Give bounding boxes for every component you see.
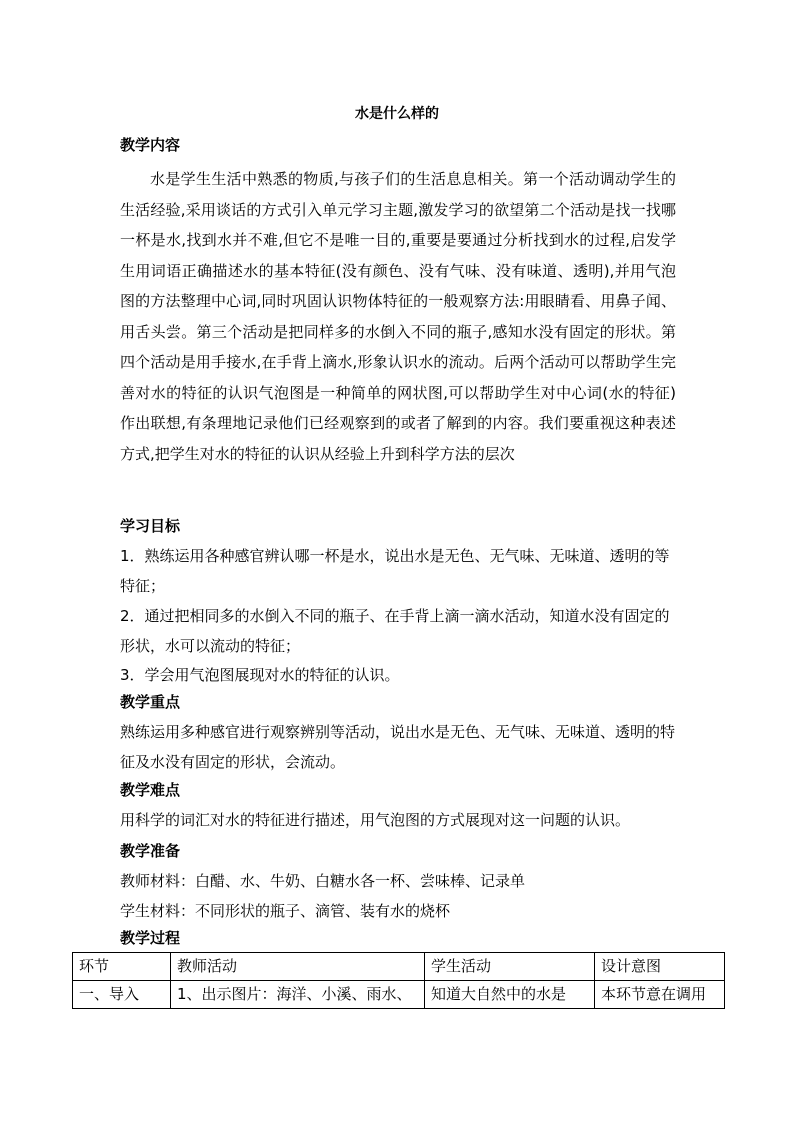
heading-key-points: 教学重点 xyxy=(120,693,181,711)
heading-teaching-content: 教学内容 xyxy=(120,136,181,154)
key-points-text: 熟练运用多种感官进行观察辨别等活动，说出水是无色、无气味、无味道、透明的特征及水没有固定的形状，会流动。 xyxy=(120,723,676,771)
difficulties-text: 用科学的词汇对水的特征进行描述，用气泡图的方式展现对这一问题的认识。 xyxy=(120,811,631,829)
header-cell-stage: 环节 xyxy=(73,953,171,981)
goal-item-2: 2．通过把相同多的水倒入不同的瓶子、在手背上滴一滴水活动，知道水没有固定的形状，水可以流动的特征； xyxy=(120,607,670,655)
teaching-content-paragraph: 水是学生生活中熟悉的物质,与孩子们的生活息息相关。第一个活动调动学生的生活经验,采用谈话的方式引入单元学习主题,激发学习的欲望第二个活动是找一找哪一杯是水,找到水并不难,但它不是唯一目的,重要是要通过分析找到水的过程,启发学生用词语正确描述水的基本特征(没有颜色、没有气味、没有味道、透明),并用气泡图的方法整理中心词,同时巩固认识物体特征的一般观察方法:用眼睛看、用鼻子闻、用舌头尝。第三个活动是把同样多的水倒入不同的瓶子,感知水没有固定的形状。第四个活动是用手接水,在手背上滴水,形象认识水的流动。后两个活动可以帮助学生完善对水的特征的认识气泡图是一种简单的网状图,可以帮助学生对中心词(水的特征)作出联想,有条理地记录他们已经观察到的或者了解到的内容。我们要重视这种表述方式,把学生对水的特征的认识从经验上升到科学方法的层次 xyxy=(120,170,676,463)
header-cell-teacher-activity: 教师活动 xyxy=(171,953,425,981)
table-cell: 一、导入 xyxy=(73,981,171,1009)
table-header-row xyxy=(73,953,725,981)
heading-difficulties: 教学难点 xyxy=(120,781,181,799)
table-cell: 1、出示图片：海洋、小溪、雨水、 xyxy=(171,981,425,1009)
goal-item-3: 3．学会用气泡图展现对水的特征的认识。 xyxy=(120,666,400,684)
heading-preparation: 教学准备 xyxy=(120,842,181,860)
document-title: 水是什么样的 xyxy=(355,106,439,122)
goal-item-1: 1．熟练运用各种感官辨认哪一杯是水，说出水是无色、无气味、无味道、透明的等特征； xyxy=(120,547,670,595)
table-cell: 知道大自然中的水是 xyxy=(425,981,595,1009)
teacher-materials: 教师材料：白醋、水、牛奶、白糖水各一杯、尝味棒、记录单 xyxy=(120,872,526,890)
heading-process: 教学过程 xyxy=(120,929,181,947)
header-cell-student-activity: 学生活动 xyxy=(425,953,595,981)
header-cell-design-intent: 设计意图 xyxy=(595,953,725,981)
student-materials: 学生材料：不同形状的瓶子、滴管、装有水的烧杯 xyxy=(120,902,451,920)
heading-learning-goals: 学习目标 xyxy=(120,517,181,535)
process-table xyxy=(72,952,725,1009)
table-row xyxy=(73,981,725,1009)
table-cell: 本环节意在调用 xyxy=(595,981,725,1009)
